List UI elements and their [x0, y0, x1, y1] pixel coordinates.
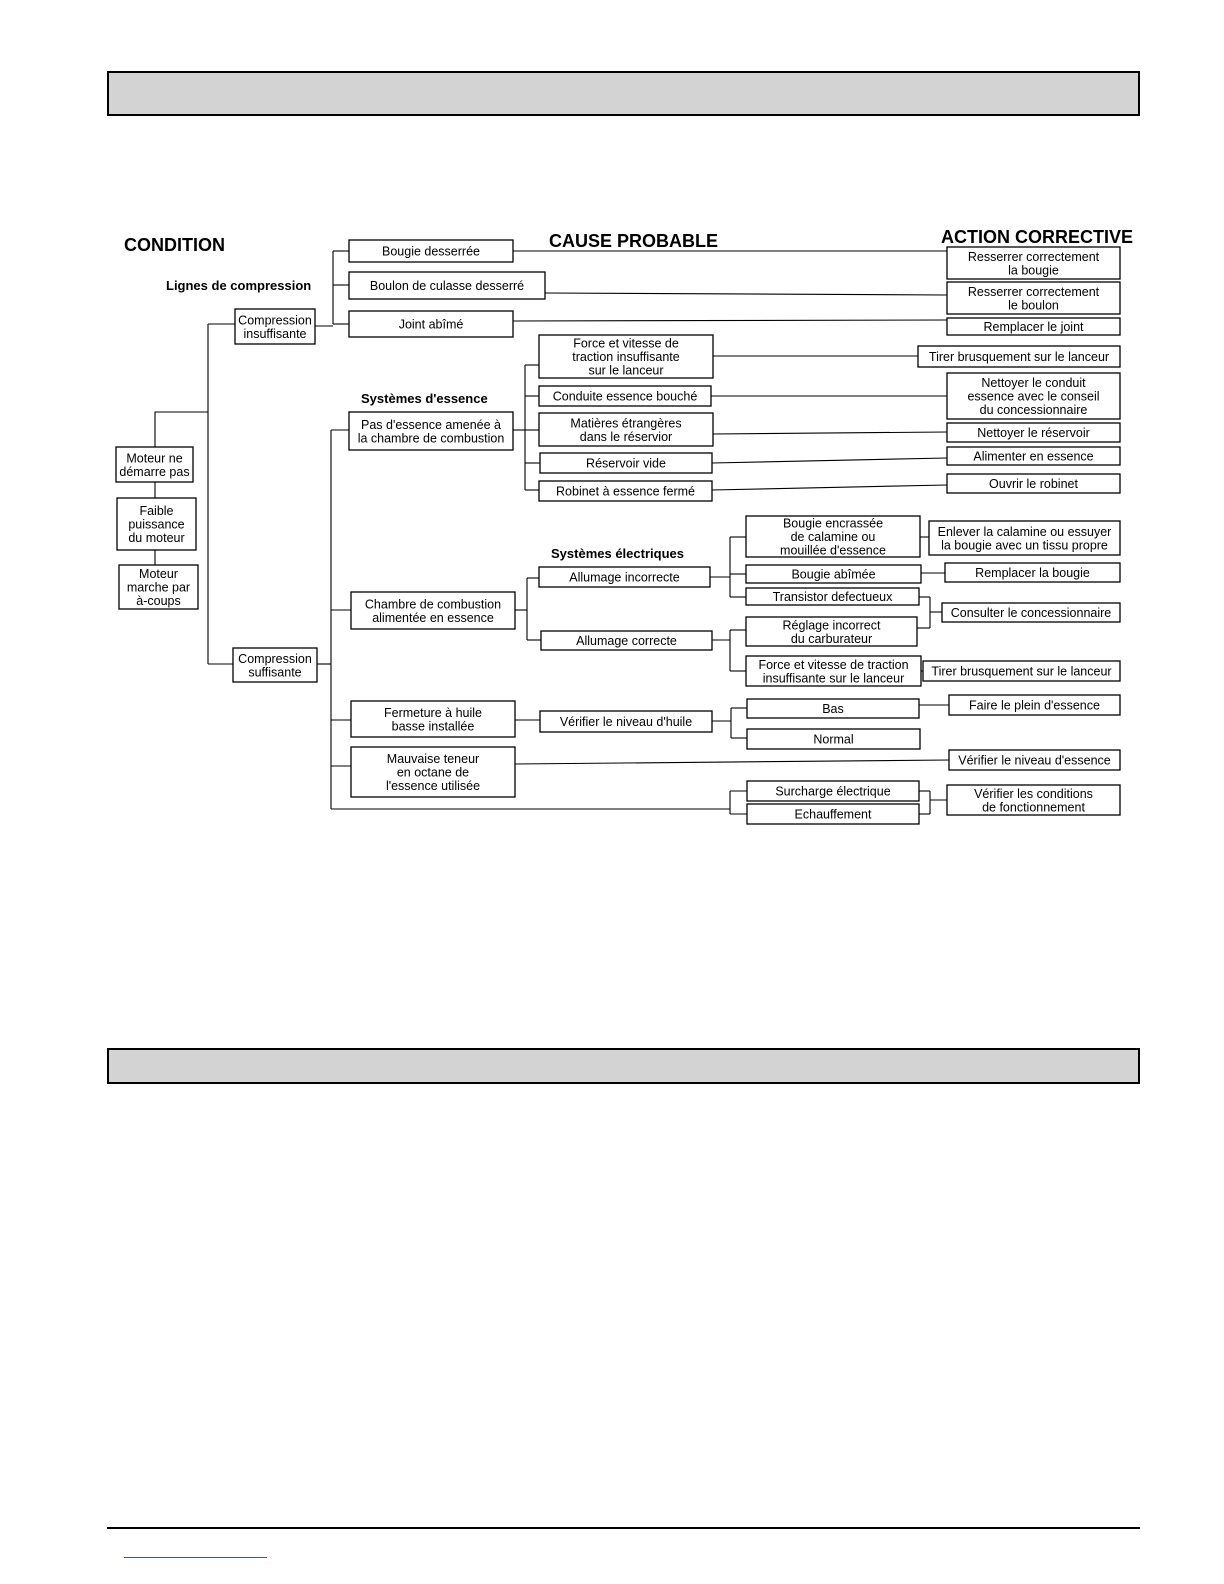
box-label-line: Conduite essence bouché [552, 389, 698, 404]
box-label-line: Mauvaise teneur [386, 752, 480, 766]
open-valve-box [947, 474, 1120, 493]
connector-line [712, 458, 947, 463]
box-label-line: le boulon [1008, 298, 1059, 313]
box-label-line: de fonctionnement [982, 800, 1085, 815]
oil-low-box [747, 699, 919, 718]
box-label-line: Resserrer correctement [967, 284, 1100, 299]
jerky-box [119, 565, 198, 609]
replace-plug-box [945, 563, 1120, 582]
box-label-line: Transistor defectueux [772, 590, 893, 604]
plug-damaged-box [746, 565, 921, 583]
box-label-line: Compression [238, 651, 312, 666]
box-label-line: Vérifier les conditions [974, 786, 1093, 801]
box-label-line: du concessionnaire [979, 403, 1088, 417]
oil-shutoff-box [351, 701, 515, 737]
box-label-line: Remplacer la bougie [975, 566, 1090, 580]
cause-heading: CAUSE PROBABLE [549, 231, 719, 251]
box-label-line: Réservoir vide [586, 456, 666, 471]
pull-starter2-box [923, 661, 1120, 681]
box-label-line: Boulon de culasse desserré [369, 279, 525, 293]
connector-line [545, 293, 947, 295]
box-label-line: en octane de [396, 765, 470, 780]
fuel-line-clogged-box [539, 386, 711, 406]
box-label-line: Moteur ne [126, 451, 183, 466]
box-label-line: Force et vitesse de [573, 336, 679, 351]
box-label-line: Vérifier le niveau d'essence [958, 753, 1111, 768]
box-label-line: Réglage incorrect [782, 618, 881, 633]
fuel-systems-label: Systèmes d'essence [361, 391, 488, 406]
fill-fuel-box [949, 695, 1120, 715]
overload-box [747, 781, 919, 801]
plug-fouled-box [746, 516, 920, 558]
box-label-line: Joint abîmé [398, 317, 464, 332]
box-label-line: Nettoyer le conduit [981, 376, 1086, 390]
box-label-line: sur le lanceur [588, 363, 664, 378]
box-label-line: suffisante [248, 665, 302, 680]
box-label-line: basse installée [391, 719, 475, 734]
box-label-line: Echauffement [794, 807, 872, 822]
box-label-line: Moteur [139, 567, 178, 581]
low-octane-box [351, 747, 515, 797]
action-heading: ACTION CORRECTIVE [941, 227, 1134, 247]
no-fuel-box [349, 412, 513, 450]
loose-plug-box [349, 240, 513, 262]
add-fuel-box [947, 447, 1120, 465]
box-label-line: Ouvrir le robinet [989, 477, 1078, 491]
replace-gasket-box [947, 318, 1120, 335]
overheat-box [747, 804, 919, 824]
footer-rule [107, 1527, 1140, 1529]
box-label-line: Nettoyer le réservoir [977, 426, 1090, 440]
connector-line [515, 760, 949, 764]
box-label-line: Tirer brusquement sur le lanceur [928, 350, 1110, 364]
pull-force-box [539, 335, 713, 378]
box-label-line: Compression [238, 313, 312, 328]
connector-line [713, 432, 947, 434]
connector-line [155, 412, 208, 447]
box-label-line: Normal [813, 732, 854, 747]
box-label-line: insuffisante [243, 326, 307, 341]
box-label-line: Pas d'essence amenée à [361, 417, 501, 432]
condition-heading: CONDITION [124, 235, 225, 255]
box-label-line: Enlever la calamine ou essuyer [937, 524, 1112, 539]
box-label-line: mouillée d'essence [780, 543, 886, 558]
tighten-bolt-box [947, 282, 1120, 314]
box-label-line: Bougie desserrée [382, 244, 480, 259]
loose-bolt-box [349, 272, 545, 299]
insufficient-box [235, 309, 315, 344]
footer-link-underline [124, 1557, 267, 1558]
box-label-line: traction insuffisante [572, 350, 680, 364]
box-label-line: la chambre de combustion [357, 431, 505, 446]
box-label-line: Alimenter en essence [973, 449, 1094, 464]
damaged-gasket-box [349, 311, 513, 337]
box-label-line: Surcharge électrique [775, 784, 891, 799]
box-label-line: Bougie abîmée [791, 567, 876, 582]
transistor-box [746, 588, 919, 605]
sufficient-box [233, 648, 317, 682]
connector-line [712, 485, 947, 490]
clean-line-box [947, 373, 1120, 419]
empty-tank-box [540, 453, 712, 473]
check-oil-box [540, 711, 712, 732]
box-label-line: Resserrer correctement [967, 249, 1100, 264]
foreign-matter-box [539, 413, 713, 446]
box-label-line: dans le réservior [579, 429, 673, 444]
box-label-line: Matières étrangères [570, 416, 682, 431]
box-label-line: alimentée en essence [372, 610, 494, 625]
flowchart-boxes [116, 240, 1120, 824]
box-label-line: Chambre de combustion [364, 597, 502, 612]
box-label-line: Allumage incorrecte [569, 570, 680, 585]
check-fuel-level-box [949, 750, 1120, 770]
carb-setting-box [746, 617, 917, 646]
box-label-line: Fermeture à huile [384, 705, 482, 720]
box-label-line: essence avec le conseil [967, 389, 1100, 404]
box-label-line: à-coups [136, 594, 181, 608]
oil-normal-box [747, 729, 920, 749]
clean-plug-box [929, 521, 1120, 555]
box-label-line: Bougie encrassée [782, 516, 884, 531]
check-conditions-box [947, 785, 1120, 815]
box-label-line: Faire le plein d'essence [969, 698, 1100, 713]
connector-line [513, 320, 947, 321]
box-label-line: l'essence utilisée [385, 779, 481, 793]
valve-closed-box [539, 481, 712, 501]
box-label-line: démarre pas [119, 464, 190, 479]
electrical-systems-label: Systèmes électriques [551, 546, 684, 561]
box-label-line: Allumage correcte [576, 634, 677, 648]
box-label-line: Bas [822, 702, 844, 716]
ignition-ok-box [541, 631, 712, 650]
box-label-line: de calamine ou [790, 530, 876, 544]
box-label-line: Consulter le concessionnaire [950, 606, 1112, 620]
consult-dealer-box [942, 603, 1120, 622]
compression-lines-label: Lignes de compression [166, 278, 312, 293]
pull-starter-box [918, 346, 1120, 367]
chamber-fed-box [351, 592, 515, 629]
low-power-box [117, 498, 196, 550]
ignition-bad-box [539, 567, 710, 587]
box-label-line: puissance [128, 517, 185, 532]
box-label-line: marche par [126, 580, 191, 595]
box-label-line: Vérifier le niveau d'huile [559, 715, 693, 729]
box-label-line: du carburateur [790, 631, 873, 646]
box-label-line: Tirer brusquement sur le lanceur [931, 664, 1112, 679]
tighten-plug-box [947, 247, 1120, 279]
pull-force2-box [746, 656, 921, 686]
box-label-line: Faible [139, 504, 174, 518]
box-label-line: Remplacer le joint [983, 320, 1084, 334]
box-label-line: du moteur [128, 531, 185, 545]
no-start-box [116, 447, 193, 482]
box-label-line: Robinet à essence fermé [556, 484, 695, 499]
clean-tank-box [947, 423, 1120, 442]
section-header-bar-2 [107, 1048, 1140, 1084]
box-label-line: Force et vitesse de traction [758, 657, 909, 672]
box-label-line: insuffisante sur le lanceur [762, 671, 905, 686]
box-label-line: la bougie [1008, 263, 1059, 278]
box-label-line: la bougie avec un tissu propre [941, 538, 1108, 553]
